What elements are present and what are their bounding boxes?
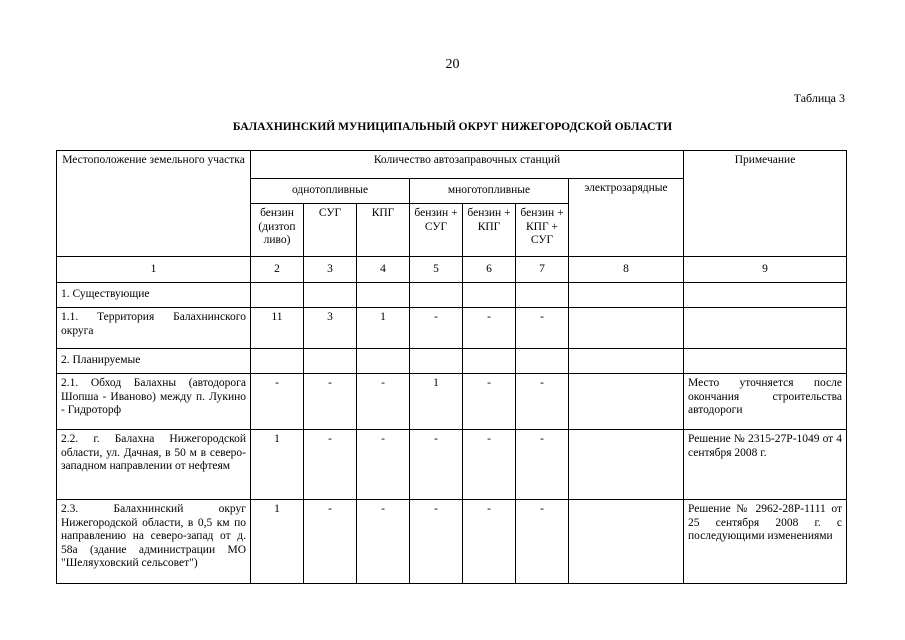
- header-fuel-type: бензин + КПГ: [463, 204, 516, 257]
- column-number: 8: [569, 257, 684, 283]
- row-value: -: [410, 308, 463, 349]
- row-location: 1.1. Территория Балахнинского округа: [57, 308, 251, 349]
- gas-stations-table: [56, 150, 847, 584]
- row-value: 11: [251, 308, 304, 349]
- row-value: -: [357, 430, 410, 500]
- row-value: -: [516, 430, 569, 500]
- section-heading: 1. Существующие: [57, 283, 251, 308]
- row-note: Решение № 2315-27Р-1049 от 4 сентября 2008 г.: [684, 430, 847, 500]
- table-row: [57, 430, 847, 500]
- row-value: [569, 308, 684, 349]
- column-number: 9: [684, 257, 847, 283]
- header-single-fuel: однотопливные: [251, 179, 410, 204]
- row-location: 2.3. Балахнинский округ Нижегородской области, в 0,5 км по направлению на северо-запад от д. 58а (здание администрации МО "Шеляуховский сельсовет"): [57, 500, 251, 584]
- row-location: 2.1. Обход Балахны (автодорога Шопша - Иваново) между п. Лукино - Гидроторф: [57, 374, 251, 430]
- document-title: БАЛАХНИНСКИЙ МУНИЦИПАЛЬНЫЙ ОКРУГ НИЖЕГОРОДСКОЙ ОБЛАСТИ: [232, 121, 673, 133]
- column-numbers-row: [57, 257, 847, 283]
- table-row: [57, 374, 847, 430]
- row-value: [569, 374, 684, 430]
- column-number: 2: [251, 257, 304, 283]
- row-value: -: [463, 500, 516, 584]
- row-value: -: [410, 500, 463, 584]
- row-value: -: [516, 374, 569, 430]
- section-heading: 2. Планируемые: [57, 349, 251, 374]
- row-value: -: [463, 308, 516, 349]
- header-location: Местоположение земельного участка: [57, 151, 251, 257]
- row-note: Решение № 2962-28Р-1111 от 25 сентября 2008 г. с последующими изменениями: [684, 500, 847, 584]
- column-number: 6: [463, 257, 516, 283]
- header-note: Примечание: [684, 151, 847, 257]
- row-value: 1: [251, 500, 304, 584]
- row-value: -: [304, 374, 357, 430]
- row-value: -: [463, 374, 516, 430]
- column-number: 7: [516, 257, 569, 283]
- row-value: 1: [357, 308, 410, 349]
- row-value: -: [516, 500, 569, 584]
- row-value: -: [410, 430, 463, 500]
- column-number: 3: [304, 257, 357, 283]
- row-note: Место уточняется после окончания строительства автодороги: [684, 374, 847, 430]
- row-value: -: [304, 430, 357, 500]
- header-electric: электрозарядные: [569, 179, 684, 257]
- column-number: 5: [410, 257, 463, 283]
- header-row-1: [57, 151, 847, 179]
- header-fuel-type: бензин + СУГ: [410, 204, 463, 257]
- row-location: 2.2. г. Балахна Нижегородской области, ул. Дачная, в 50 м в северо-западном направлении от нефтеям: [57, 430, 251, 500]
- header-fuel-type: СУГ: [304, 204, 357, 257]
- column-number: 4: [357, 257, 410, 283]
- column-number: 1: [57, 257, 251, 283]
- row-value: -: [304, 500, 357, 584]
- row-note: [684, 308, 847, 349]
- row-value: -: [251, 374, 304, 430]
- header-fuel-type: бензин + КПГ + СУГ: [516, 204, 569, 257]
- row-value: -: [516, 308, 569, 349]
- header-multi-fuel: многотопливные: [410, 179, 569, 204]
- row-value: 1: [251, 430, 304, 500]
- row-value: 3: [304, 308, 357, 349]
- row-value: [569, 430, 684, 500]
- row-value: -: [357, 500, 410, 584]
- header-count: Количество автозаправочных станций: [251, 151, 684, 179]
- table-row: [57, 500, 847, 584]
- header-fuel-type: КПГ: [357, 204, 410, 257]
- row-value: [569, 500, 684, 584]
- section-row-planned: [57, 349, 847, 374]
- row-value: -: [357, 374, 410, 430]
- table-label: Таблица 3: [793, 91, 845, 105]
- row-value: 1: [410, 374, 463, 430]
- section-row-existing: [57, 283, 847, 308]
- row-value: -: [463, 430, 516, 500]
- table-row: [57, 308, 847, 349]
- header-fuel-type: бензин (дизтоп ливо): [251, 204, 304, 257]
- page-number: 20: [445, 57, 460, 72]
